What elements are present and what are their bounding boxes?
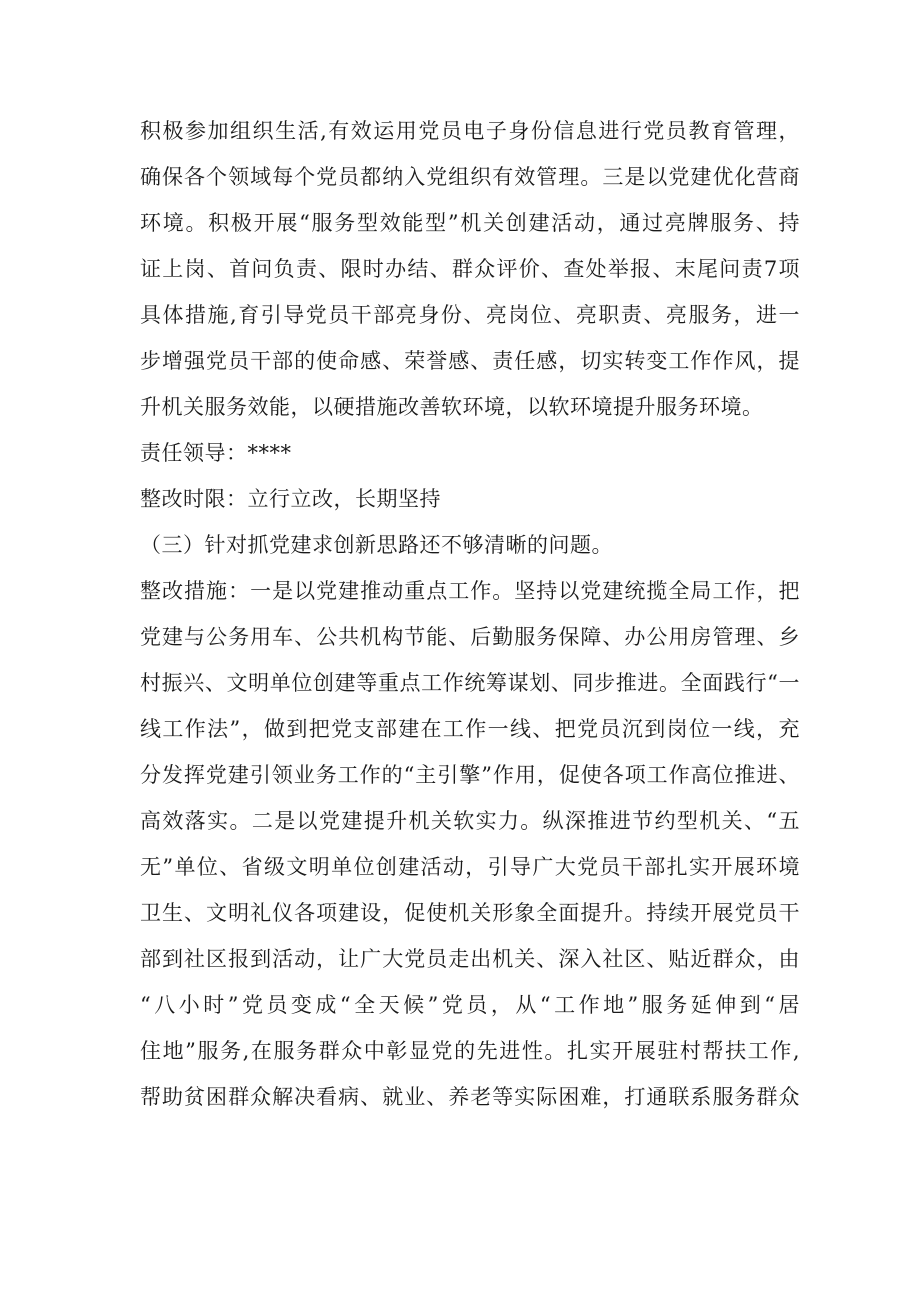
document-body: [140, 108, 800, 1120]
paragraph-line: 整改措施：一是以党建推动重点工作。坚持以党建统揽全局工作，把: [140, 579, 800, 603]
paragraph-line: “八小时”党员变成“全天候”党员，从“工作地”服务延伸到“居: [140, 993, 800, 1017]
paragraph-line: 高效落实。二是以党建提升机关软实力。纵深推进节约型机关、“五: [140, 809, 800, 833]
paragraph-line: 党建与公务用车、公共机构节能、后勤服务保障、办公用房管理、乡: [140, 625, 800, 649]
paragraph-1: [140, 108, 800, 430]
paragraph-line: 卫生、文明礼仪各项建设，促使机关形象全面提升。持续开展党员干: [140, 901, 800, 925]
paragraph-line: 具体措施,育引导党员干部亮身份、亮岗位、亮职责、亮服务，进一: [140, 303, 800, 327]
deadline: 整改时限：立行立改，长期坚持: [140, 487, 441, 511]
paragraph-line: 部到社区报到活动，让广大党员走出机关、深入社区、贴近群众，由: [140, 947, 800, 971]
paragraph-line: 证上岗、首问负责、限时办结、群众评价、查处举报、末尾问责7项: [140, 257, 800, 281]
paragraph-line: 线工作法”，做到把党支部建在工作一线、把党员沉到岗位一线，充: [140, 717, 800, 741]
paragraph-line: 环境。积极开展“服务型效能型”机关创建活动，通过亮牌服务、持: [140, 211, 800, 235]
paragraph-line: 分发挥党建引领业务工作的“主引擎”作用，促使各项工作高位推进、: [140, 763, 800, 787]
section-heading: （三）针对抓党建求创新思路还不够清晰的问题。: [140, 533, 613, 557]
paragraph-line: 无”单位、省级文明单位创建活动，引导广大党员干部扎实开展环境: [140, 855, 800, 879]
paragraph-line: 积极参加组织生活,有效运用党员电子身份信息进行党员教育管理，: [140, 119, 800, 143]
paragraph-line: 帮助贫困群众解决看病、就业、养老等实际困难，打通联系服务群众: [140, 1085, 800, 1109]
paragraph-line: 住地”服务,在服务群众中彰显党的先进性。扎实开展驻村帮扶工作,: [140, 1039, 800, 1063]
paragraph-line: 确保各个领域每个党员都纳入党组织有效管理。三是以党建优化营商: [140, 165, 800, 189]
paragraph-line: 步增强党员干部的使命感、荣誉感、责任感，切实转变工作作风，提: [140, 349, 800, 373]
paragraph-line: 升机关服务效能，以硬措施改善软环境，以软环境提升服务环境。: [140, 395, 764, 419]
responsible-leader: 责任领导：****: [140, 441, 292, 465]
paragraph-2: [140, 568, 800, 1120]
paragraph-line: 村振兴、文明单位创建等重点工作统筹谋划、同步推进。全面践行“一: [140, 671, 800, 695]
